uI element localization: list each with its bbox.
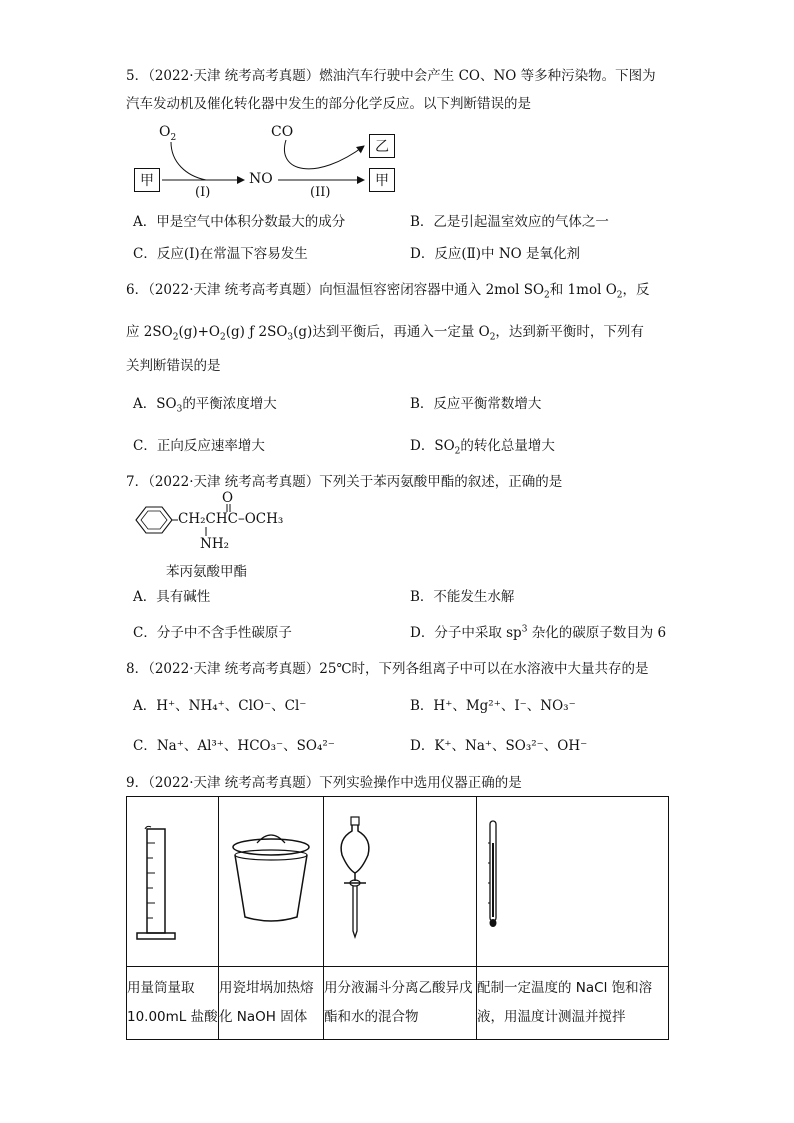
q7-option-a[interactable]: A．具有碱性 [133,589,211,605]
reaction-i-label: (I) [195,185,211,200]
porcelain-crucible-icon [219,813,324,950]
q5-option-b[interactable]: B．乙是引起温室效应的气体之一 [410,214,609,230]
separatory-funnel-icon [324,813,477,950]
q9-options-table [126,796,669,1040]
molecule-name-caption: 苯丙氨酸甲酯 [166,564,247,580]
box-jia-right: 甲 [369,168,395,192]
q8-stem-line1: 8．（2022·天津 统考高考真题）25℃时，下列各组离子中可以在水溶液中大量共存的是 [126,661,649,677]
co-to-yi-curve [284,140,364,169]
q9-stem-line1: 9．（2022·天津 统考高考真题）下列实验操作中选用仪器正确的是 [126,775,522,791]
q9-image-cell-b[interactable] [219,797,324,967]
q8-option-b[interactable]: B．H⁺、Mg²⁺、I⁻、NO₃⁻ [410,698,576,714]
q8-option-d[interactable]: D．K⁺、Na⁺、SO₃²⁻、OH⁻ [410,738,588,754]
thermometer-icon [477,813,669,950]
q8-option-a[interactable]: A．H⁺、NH₄⁺、ClO⁻、Cl⁻ [133,698,307,714]
q5-option-d[interactable]: D．反应(Ⅱ)中 NO 是氧化剂 [410,246,580,262]
co-label: CO [271,124,294,140]
q6-option-c[interactable]: C．正向反应速率增大 [133,438,265,454]
box-jia-left: 甲 [134,168,160,192]
q5-stem-line1: 5．（2022·天津 统考高考真题）燃油汽车行驶中会产生 CO、NO 等多种污染物。下图为 [126,68,656,84]
q6-stem-line1: 6．（2022·天津 统考高考真题）向恒温恒容密闭容器中通入 2mol $SO_2$和 1mol $O_2$，反 [126,282,650,301]
q9-image-cell-a[interactable] [127,797,219,967]
q6-stem-line3: 关判断错误的是 [126,358,221,374]
q5-option-a[interactable]: A．甲是空气中体积分数最大的成分 [133,214,346,230]
side-chain-label: CH₂CHC–OCH₃ [178,511,284,527]
q6-stem-line2: 应 $2SO_2(g)+O_2(g)$ ƒ $2SO_3(g)$达到平衡后，再通入一定量 $O_2$，达到新平衡时，下列有 [126,324,644,343]
o2-feed-curve [171,142,206,180]
q6-option-a[interactable]: A．$SO_3$的平衡浓度增大 [133,396,277,415]
graduated-cylinder-icon [127,813,219,950]
box-yi: 乙 [369,134,395,158]
q5-stem-line2: 汽车发动机及催化转化器中发生的部分化学反应。以下判断错误的是 [126,96,531,112]
reaction-ii-label: (II) [310,185,331,200]
q9-option-a-text: 用量筒量取 10.00mL 盐酸 [127,967,219,1040]
q7-option-d[interactable]: D．分子中采取 $sp^3$ 杂化的碳原子数目为 6 [410,624,667,641]
q9-image-cell-d[interactable] [477,797,669,967]
q9-option-c-text: 用分液漏斗分离乙酸异戊酯和水的混合物 [324,967,477,1040]
o2-label: $O_2$ [159,124,177,143]
q7-option-b[interactable]: B．不能发生水解 [410,589,515,605]
q5-reaction-diagram [126,122,416,202]
no-label: NO [249,171,273,187]
q7-stem-line1: 7．（2022·天津 统考高考真题）下列关于苯丙氨酸甲酯的叙述，正确的是 [126,474,563,490]
q5-option-c[interactable]: C．反应(Ⅰ)在常温下容易发生 [133,246,308,262]
q9-image-cell-c[interactable] [324,797,477,967]
carbonyl-o-label: O [222,490,234,506]
q6-option-d[interactable]: D．$SO_2$的转化总量增大 [410,438,555,457]
q6-option-b[interactable]: B．反应平衡常数增大 [410,396,542,412]
q8-option-c[interactable]: C．Na⁺、Al³⁺、HCO₃⁻、SO₄²⁻ [133,738,335,754]
nh2-label: NH₂ [200,536,229,552]
q9-option-b-text: 用瓷坩埚加热熔化 NaOH 固体 [219,967,324,1040]
q7-option-c[interactable]: C．分子中不含手性碳原子 [133,625,292,641]
q9-option-d-text: 配制一定温度的 NaCl 饱和溶液，用温度计测温并搅拌 [477,967,669,1040]
phenylalanine-methyl-ester-structure [130,490,310,580]
